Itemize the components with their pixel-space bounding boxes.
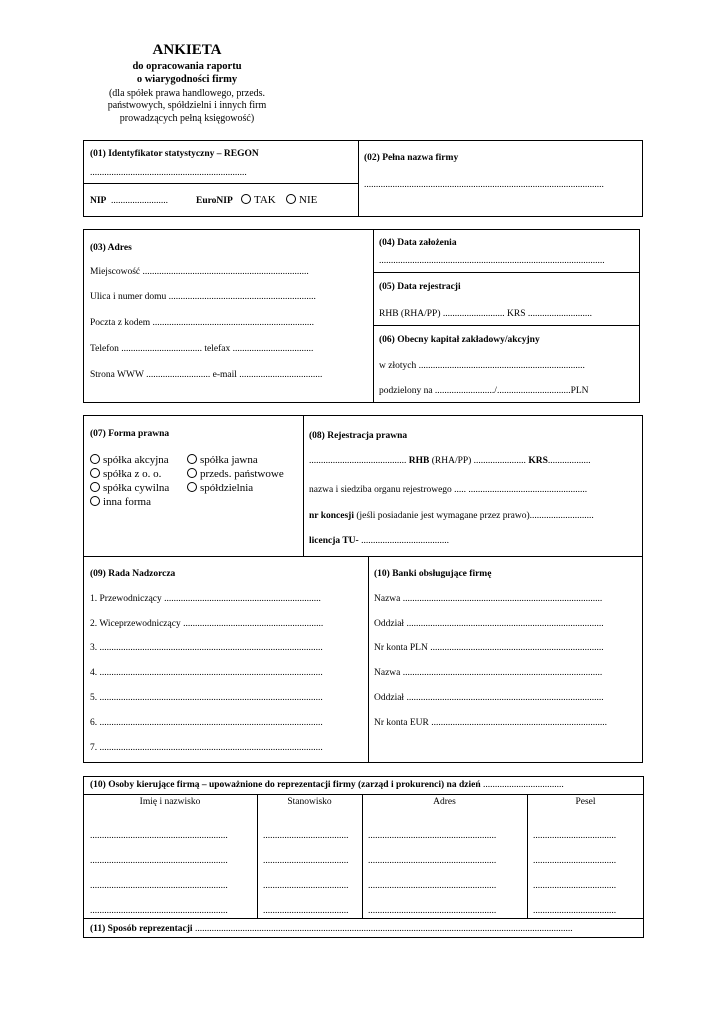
subtitle-line-5: prowadzących pełną księgowość) xyxy=(119,113,255,124)
cell-position[interactable]: .................................... xyxy=(263,856,349,866)
section-07-10-box xyxy=(83,415,643,763)
option-spoldzielnia[interactable]: spółdzielnia xyxy=(187,482,253,495)
board-row-4[interactable]: 4. .............................................................................................. xyxy=(90,668,323,678)
column-header-name: Imię i nazwisko xyxy=(139,797,201,807)
address-city[interactable]: Miejscowość ...................................................................... xyxy=(90,267,309,277)
concession-field[interactable]: nr koncesji (jeśli posiadanie jest wymagane przez prawo)........................... xyxy=(309,511,594,521)
address-www-email[interactable]: Strona WWW ........................... e-mail ................................... xyxy=(90,370,323,380)
option-spolka-akcyjna[interactable]: spółka akcyjna xyxy=(90,454,169,467)
cell-name[interactable]: .......................................................... xyxy=(90,856,228,866)
radio-icon xyxy=(241,194,251,204)
cell-pesel[interactable]: ................................... xyxy=(533,856,617,866)
cell-position[interactable]: .................................... xyxy=(263,831,349,841)
license-field[interactable]: licencja TU- ..................................... xyxy=(309,536,449,546)
board-row-2[interactable]: 2. Wiceprzewodniczący ........................................................... xyxy=(90,619,324,629)
company-name-label: (02) Pełna nazwa firmy xyxy=(364,153,459,163)
company-name-field[interactable]: ..................................................................................................... xyxy=(364,180,604,190)
representation-field[interactable]: (11) Sposób reprezentacji ............................................................................................................................................................... xyxy=(90,924,573,934)
cell-name[interactable]: .......................................................... xyxy=(90,906,228,916)
cell-address[interactable]: ...................................................... xyxy=(368,881,497,891)
capital-split-field[interactable]: podzielony na ........................./...............................PLN xyxy=(379,386,589,396)
address-postal[interactable]: Poczta z kodem .................................................................... xyxy=(90,318,315,328)
subtitle-line-4: państwowych, spółdzielni i innych firm xyxy=(107,100,267,111)
board-row-7[interactable]: 7. .............................................................................................. xyxy=(90,743,323,753)
supervisory-board-label: (09) Rada Nadzorcza xyxy=(90,569,176,579)
registration-authority-field[interactable]: nazwa i siedziba organu rejestrowego ..... .................................................. xyxy=(309,485,588,495)
board-row-6[interactable]: 6. .............................................................................................. xyxy=(90,718,323,728)
nip-field[interactable]: ........................ xyxy=(111,196,168,206)
board-row-1[interactable]: 1. Przewodniczący .................................................................. xyxy=(90,594,321,604)
option-spolka-zoo[interactable]: spółka z o. o. xyxy=(90,468,161,481)
bank-name-1[interactable]: Nazwa .................................................................................... xyxy=(374,594,603,604)
option-spolka-jawna[interactable]: spółka jawna xyxy=(187,454,258,467)
radio-icon xyxy=(187,482,197,492)
legal-form-label: (07) Forma prawna xyxy=(90,429,170,439)
subtitle-line-2: o wiarygodności firmy xyxy=(136,74,238,85)
cell-address[interactable]: ...................................................... xyxy=(368,906,497,916)
euronip-option-nie[interactable]: NIE xyxy=(286,194,317,207)
bank-branch-1[interactable]: Oddział ................................................................................... xyxy=(374,619,604,629)
option-spolka-cywilna[interactable]: spółka cywilna xyxy=(90,482,169,495)
registration-date-field[interactable]: RHB (RHA/PP) .......................... KRS ........................... xyxy=(379,309,592,319)
address-phone-fax[interactable]: Telefon .................................. telefax .................................. xyxy=(90,344,314,354)
column-header-pesel: Pesel xyxy=(575,797,596,807)
cell-name[interactable]: .......................................................... xyxy=(90,831,228,841)
cell-position[interactable]: .................................... xyxy=(263,881,349,891)
capital-label: (06) Obecny kapitał zakładowy/akcyjny xyxy=(379,335,540,345)
capital-pln-field[interactable]: w złotych ...................................................................... xyxy=(379,361,585,371)
euronip-option-tak[interactable]: TAK xyxy=(241,194,276,207)
cell-name[interactable]: .......................................................... xyxy=(90,881,228,891)
form-title: ANKIETA xyxy=(152,42,222,58)
management-label: (10) Osoby kierujące firmą – upoważnione do reprezentacji firmy (zarząd i prokurenci) na dzień .................................. xyxy=(90,780,564,790)
cell-pesel[interactable]: ................................... xyxy=(533,831,617,841)
cell-pesel[interactable]: ................................... xyxy=(533,881,617,891)
radio-icon xyxy=(187,454,197,464)
regon-label: (01) Identyfikator statystyczny – REGON xyxy=(90,149,259,159)
founding-date-field[interactable]: ............................................................................................... xyxy=(379,256,605,266)
address-street[interactable]: Ulica i numer domu .............................................................. xyxy=(90,292,316,302)
radio-icon xyxy=(187,468,197,478)
board-row-3[interactable]: 3. .............................................................................................. xyxy=(90,643,323,653)
subtitle-line-3: (dla spółek prawa handlowego, przeds. xyxy=(108,88,266,99)
regon-field[interactable]: .................................................................. xyxy=(90,168,247,178)
cell-address[interactable]: ...................................................... xyxy=(368,831,497,841)
registration-date-label: (05) Data rejestracji xyxy=(379,282,461,292)
bank-account-pln[interactable]: Nr konta PLN ......................................................................... xyxy=(374,643,604,653)
radio-icon xyxy=(286,194,296,204)
column-header-address: Adres xyxy=(433,797,456,807)
bank-branch-2[interactable]: Oddział ................................................................................... xyxy=(374,693,604,703)
board-row-5[interactable]: 5. .............................................................................................. xyxy=(90,693,323,703)
banks-label: (10) Banki obsługujące firmę xyxy=(374,569,492,579)
subtitle-line-1: do opracowania raportu xyxy=(132,61,242,72)
founding-date-label: (04) Data założenia xyxy=(379,238,457,248)
nip-label: NIP xyxy=(90,196,107,206)
option-inna-forma[interactable]: inna forma xyxy=(90,496,151,509)
radio-icon xyxy=(90,496,100,506)
address-label: (03) Adres xyxy=(90,243,132,253)
radio-icon xyxy=(90,454,100,464)
option-przeds-panstwowe[interactable]: przeds. państwowe xyxy=(187,468,284,481)
cell-address[interactable]: ...................................................... xyxy=(368,856,497,866)
cell-position[interactable]: .................................... xyxy=(263,906,349,916)
radio-icon xyxy=(90,482,100,492)
radio-icon xyxy=(90,468,100,478)
cell-pesel[interactable]: ................................... xyxy=(533,906,617,916)
euronip-label: EuroNIP xyxy=(196,196,233,206)
bank-account-eur[interactable]: Nr konta EUR .......................................................................... xyxy=(374,718,608,728)
legal-registration-label: (08) Rejestracja prawna xyxy=(309,431,408,441)
bank-name-2[interactable]: Nazwa .................................................................................... xyxy=(374,668,603,678)
column-header-position: Stanowisko xyxy=(287,797,332,807)
legal-registration-row[interactable]: ......................................... RHB (RHA/PP) ...................... KRS.................. xyxy=(309,456,591,466)
